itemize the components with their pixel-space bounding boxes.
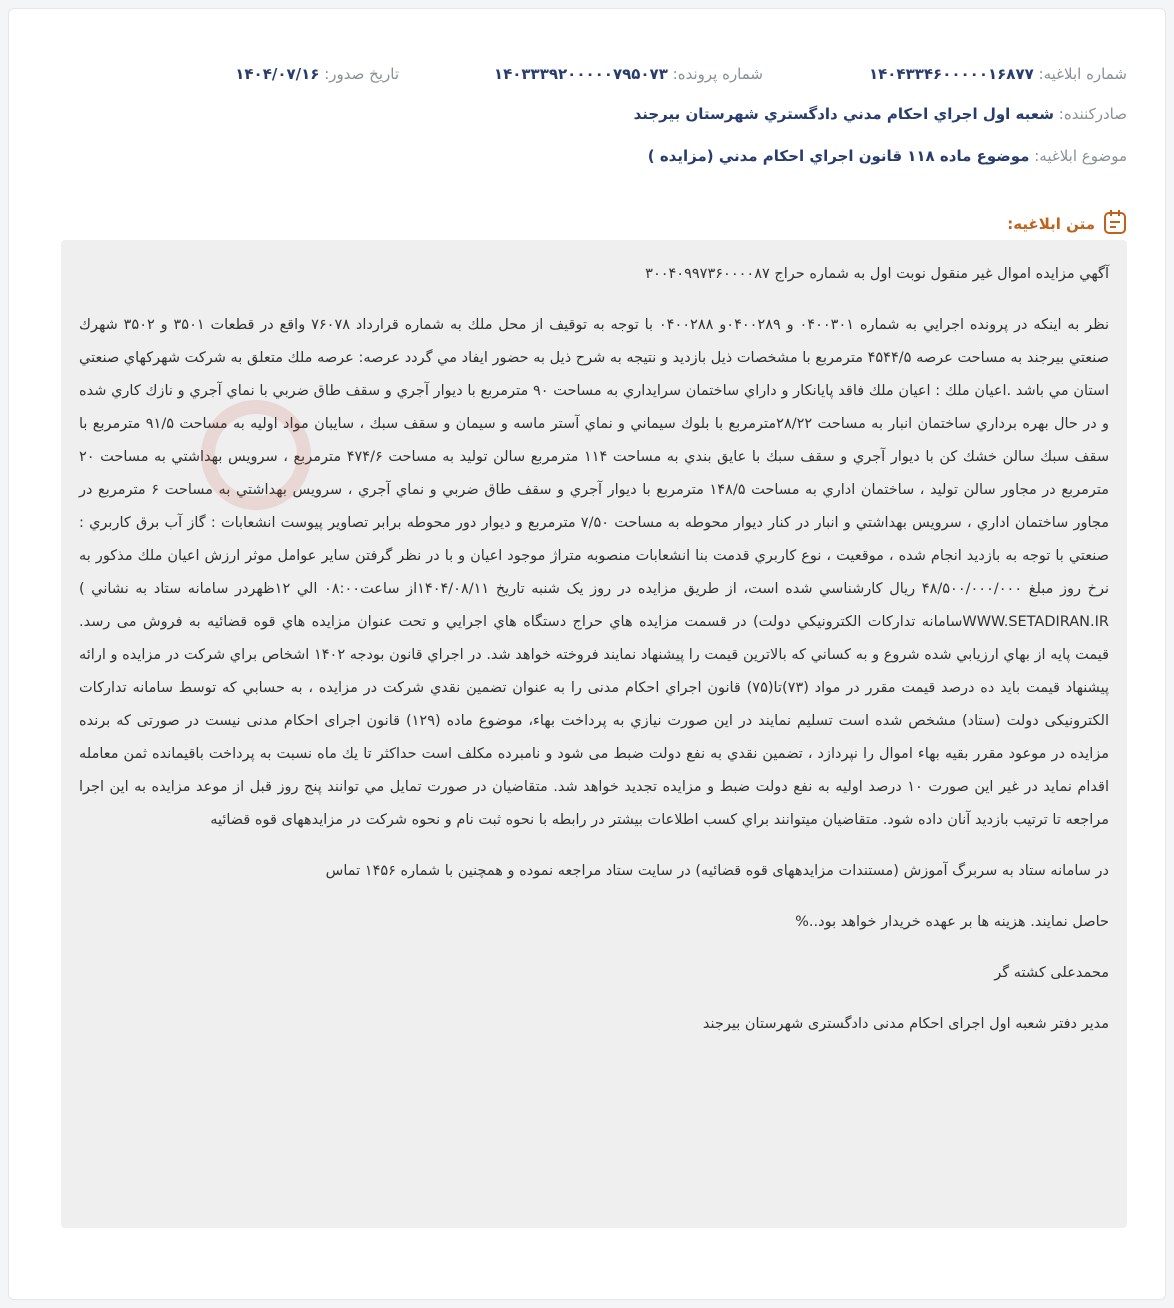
notice-meta-row	[9, 65, 1165, 91]
notice-heading: آگهي مزايده اموال غير منقول نوبت اول به شماره حراج ۳۰۰۴۰۹۹۷۳۶۰۰۰۰۸۷	[645, 266, 1109, 282]
notice-card	[8, 8, 1166, 1300]
issue-date: تاريخ صدور: ۱۴۰۴/۰۷/۱۶	[235, 65, 399, 83]
signer-title: مدير دفتر شعبه اول اجرای احکام مدنی دادگستری شهرستان بيرجند	[702, 1016, 1109, 1032]
notice-main-text: نظر به اينكه در پرونده اجرايي به شماره ۰۴۰۰۳۰۱ و ۰۴۰۰۲۸۹و ۰۴۰۰۲۸۸ با توجه به توقيف از محل ملك به شماره قرارداد ۷۶۰۷۸ واقع در قطعات ۳۵۰۱ و ۳۵۰۲ شهرك صنعتي بيرجند به مساحت عرصه ۴۵۴۴/۵ مترمربع با مشخصات ذيل بازديد و نتيجه به شرح ذيل به حضور ايفاد مي گردد عرصه: عرصه ملك متعلق به شركت شهركهاي صنعتي استان مي باشد .اعيان ملك : اعيان ملك فاقد پايانكار و داراي ساختمان سرايداري به مساحت ۹۰ مترمربع با ديوار آجري و سقف طاق ضربي با نماي آجري و نازك كاري شده و در حال بهره برداري ساختمان انبار به مساحت ۲۸/۲۲مترمربع با بلوك سيماني و نماي آستر ماسه و سيمان و سقف سبك ، سايبان مواد اوليه به مساحت ۹۱/۵ مترمربع با سقف سبك سالن خشك كن با ديوار آجري و سقف سبك با عايق بندي به مساحت ۱۱۴ مترمربع سالن توليد به مساحت ۴۷۴/۶ مترمربع ، سرويس بهداشتي به مساحت ۲۰ مترمربع در مجاور سالن توليد ، ساختمان اداري به مساحت ۱۴۸/۵ مترمربع با ديوار آجري و سقف طاق ضربي و نماي آجري ، سرويس بهداشتي به مساحت ۶ مترمربع در مجاور ساختمان اداري ، سرويس بهداشتي و انبار در كنار ديوار محوطه به مساحت ۷/۵۰ مترمربع و ديوار دور محوطه برابر تصاوير پيوست انشعابات : گاز آب برق كاربري : صنعتي با توجه به بازديد انجام شده ، موقعيت ، نوع كاربري قدمت بنا انشعابات منصوبه متراژ موجود اعيان و با در نظر گرفتن ساير عوامل موثر ارزش اعيان ملك مذكور به نرخ روز مبلغ ۴۸/۵۰۰/۰۰۰/۰۰۰ ريال كارشناسي شده است، از طريق مزايده در روز يک شنبه تاريخ ۱۴۰۴/۰۸/۱۱از ساعت۰۸:۰۰ الي ۱۲ظهردر سامانه ستاد به نشاني ) WWW.SETADIRAN.IRسامانه تداركات الكترونيكي دولت) در قسمت مزايده هاي حراج دستگاه هاي اجرايي و تحت عنوان مزايده هاي قوه قضائيه به فروش مى رسد. قيمت پايه از بهاي ارزيابي شده شروع و به كساني كه بالاترين قيمت را پيشنهاد نمايند فروخته خواهد شد. در اجراي قانون بودجه ۱۴۰۲ اشخاص براي شرکت در مزايده و ارائه پيشنهاد قيمت بايد ده درصد قيمت مقرر در مواد (۷۳)تا(۷۵) قانون اجراي احکام مدنی را به عنوان تضمين نقدي شركت در مزايده ، به حسابي كه توسط سامانه تداركات الكترونيكی دولت (ستاد) مشخص شده است تسليم نمايند در اين صورت نيازي به پرداخت بهاء، موضوع ماده (۱۲۹) قانون اجرای احکام مدنی نيست در صورتی که برنده مزايده در موعود مقرر بقيه بهاء اموال را نپردازد ، تضمين نقدي به نفع دولت ضبط می شود و نامبرده مكلف است حداكثر تا يك ماه نسبت به پرداخت باقيمانده ثمن معامله اقدام نمايد در غير اين صورت ۱۰ درصد اوليه به نفع دولت ضبط و مزايده تجديد خواهد شد. متقاضيان در صورت تمايل مي توانند پنج روز قبل از موعد مزايده به اين اجرا مراجعه تا ترتيب بازديد آنان داده شود. متقاضيان ميتوانند براي كسب اطلاعات بيشتر در رابطه با نحوه ثبت نام و نحوه شركت در مزايدههای قوه قضائيه	[79, 317, 1110, 828]
signer-name: محمدعلی کشته گر	[994, 965, 1109, 981]
notice-text-line: حاصل نمايند. هزينه ها بر عهده خريدار خواهد بود..%	[795, 914, 1109, 930]
case-number: شماره پرونده: ۱۴۰۳۳۳۹۲۰۰۰۰۰۷۹۵۰۷۳	[493, 65, 763, 83]
notice-number: شماره ابلاغيه: ۱۴۰۴۳۳۴۶۰۰۰۰۰۱۶۸۷۷	[868, 65, 1127, 83]
section-title: متن ابلاغيه:	[1007, 209, 1127, 239]
notice-subject: موضوع ابلاغيه: موضوع ماده ۱۱۸ قانون اجراي احكام مدني (مزايده )	[647, 147, 1127, 165]
notepad-icon	[1103, 209, 1127, 239]
notice-text-line: در سامانه ستاد به سربرگ آموزش (مستندات مزايدههای قوه قضائيه) در سايت ستاد مراجعه نموده و همچنين با شماره ۱۴۵۶ تماس	[325, 863, 1109, 879]
notice-body	[61, 240, 1127, 1228]
issuer: صادرکننده: شعبه اول اجراي احكام مدني دادگستري شهرستان بيرجند	[633, 105, 1127, 123]
